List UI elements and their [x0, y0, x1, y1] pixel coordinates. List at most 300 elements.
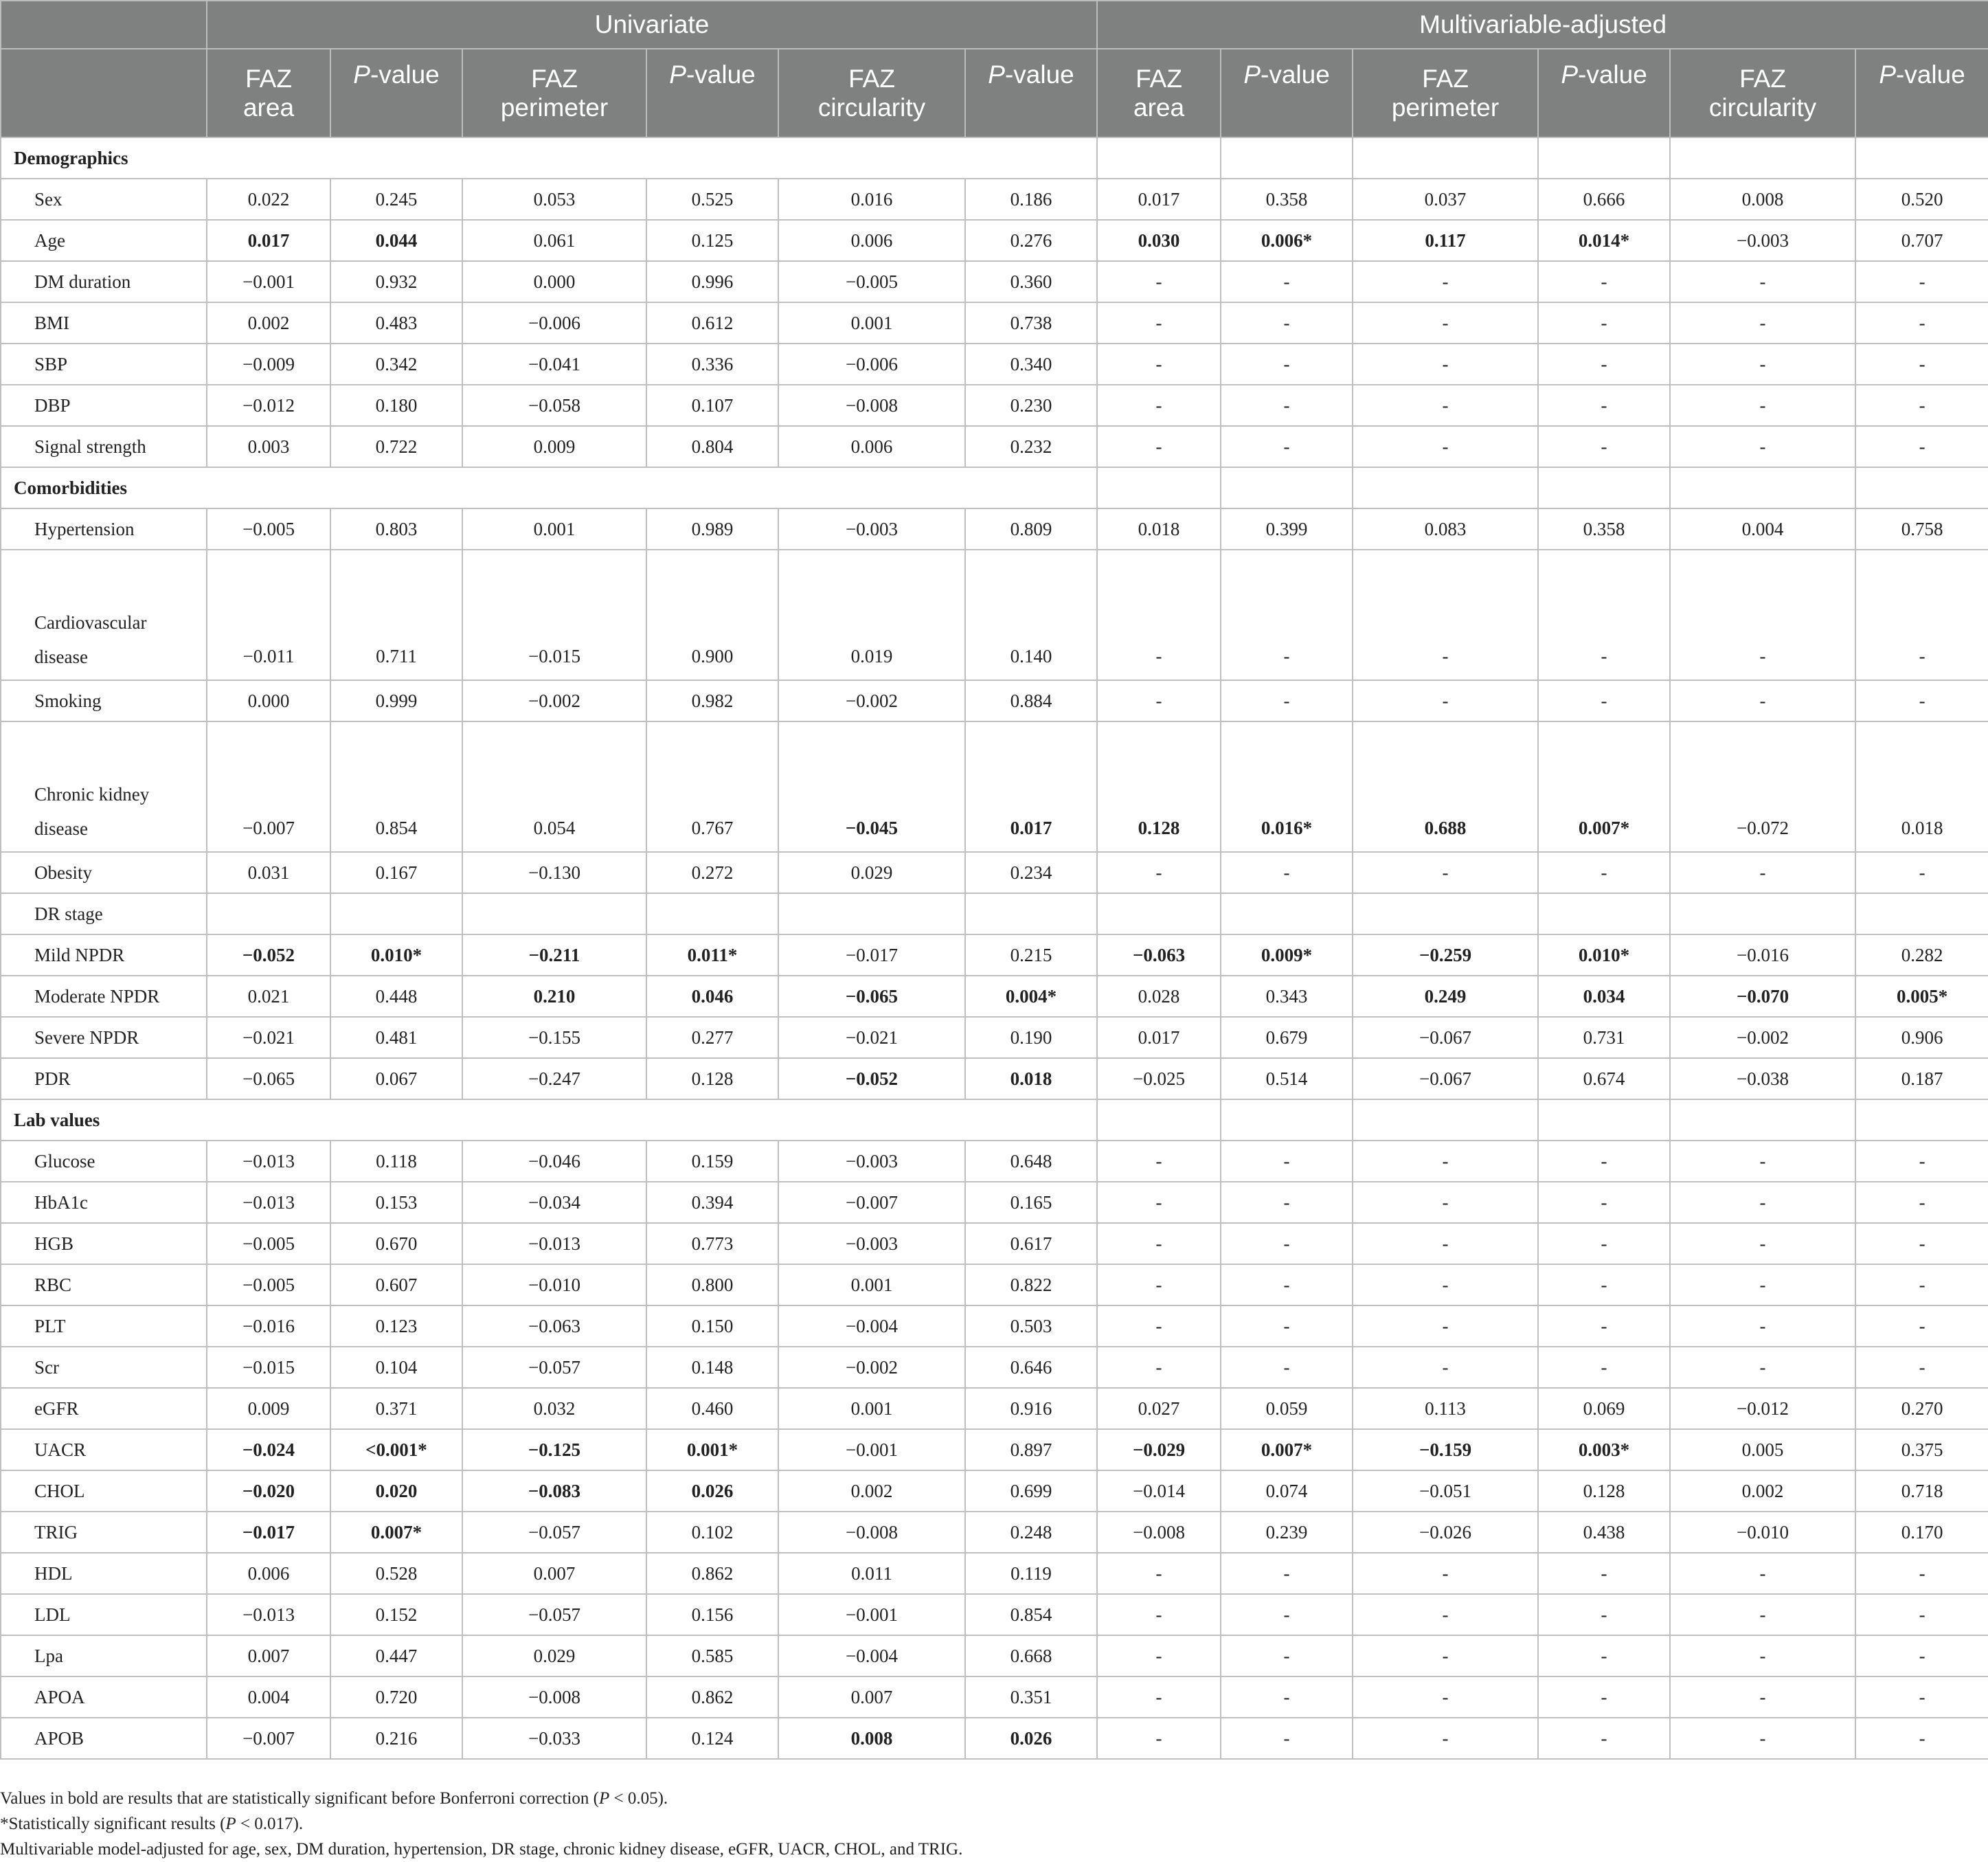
p-value-cell: - [1538, 302, 1670, 344]
table-row [1, 302, 1988, 344]
empty-cell [1670, 137, 1855, 179]
row-label [1, 721, 207, 852]
coefficient-cell: −0.003 [1670, 220, 1855, 261]
p-value-cell: 0.722 [330, 426, 462, 467]
p-value-cell [1221, 893, 1353, 934]
coefficient-cell: - [1353, 1182, 1538, 1223]
table-row [1, 934, 1988, 976]
table-row [1, 1676, 1988, 1718]
p-value-cell: - [1538, 1264, 1670, 1305]
section-row [1, 1099, 1988, 1141]
p-value-cell: 0.167 [330, 852, 462, 893]
coefficient-cell: 0.009 [207, 1388, 330, 1429]
p-value-cell: 0.215 [965, 934, 1097, 976]
p-value-cell [1855, 893, 1988, 934]
coefficient-cell: −0.033 [462, 1718, 646, 1759]
p-value-cell: 0.916 [965, 1388, 1097, 1429]
row-label: Signal strength [1, 426, 207, 467]
coefficient-cell: - [1097, 1553, 1221, 1594]
p-value-cell: - [1538, 1347, 1670, 1388]
p-value-cell [646, 893, 778, 934]
p-value-cell: 0.018 [1855, 721, 1988, 852]
coefficient-cell: −0.006 [778, 344, 965, 385]
coefficient-cell: −0.003 [778, 508, 965, 550]
header-group-row [1, 1, 1988, 49]
table-row [1, 1553, 1988, 1594]
coefficient-cell: −0.021 [207, 1017, 330, 1058]
p-value-cell: 0.026 [965, 1718, 1097, 1759]
coefficient-cell: 0.006 [778, 426, 965, 467]
row-label: SBP [1, 344, 207, 385]
p-value-cell: 0.009* [1221, 934, 1353, 976]
coefficient-cell: 0.004 [207, 1676, 330, 1718]
p-value-cell: 0.707 [1855, 220, 1988, 261]
empty-cell [1097, 467, 1221, 508]
p-value-cell [965, 893, 1097, 934]
p-value-cell: - [1221, 550, 1353, 680]
p-value-cell: - [1855, 1553, 1988, 1594]
coefficient-cell: - [1353, 344, 1538, 385]
empty-cell [1353, 1099, 1538, 1141]
coefficient-cell: 0.000 [207, 680, 330, 721]
coefficient-cell: −0.070 [1670, 976, 1855, 1017]
coefficient-cell: - [1670, 1305, 1855, 1347]
coefficient-cell: 0.249 [1353, 976, 1538, 1017]
p-value-cell: - [1855, 1594, 1988, 1635]
table-row [1, 1017, 1988, 1058]
coefficient-cell: −0.001 [207, 261, 330, 302]
p-value-cell: - [1538, 261, 1670, 302]
row-label-line: Cardiovascular [34, 612, 147, 633]
p-value-cell: - [1221, 1264, 1353, 1305]
p-value-cell: 0.245 [330, 179, 462, 220]
coefficient-cell: 0.019 [778, 550, 965, 680]
coefficient-cell: - [1353, 1264, 1538, 1305]
p-value-cell: 0.646 [965, 1347, 1097, 1388]
section-label: Comorbidities [1, 467, 1097, 508]
p-value-cell: 0.822 [965, 1264, 1097, 1305]
p-value-cell: 0.679 [1221, 1017, 1353, 1058]
coefficient-cell: −0.001 [778, 1594, 965, 1635]
coefficient-cell: 0.001 [462, 508, 646, 550]
p-value-cell: 0.617 [965, 1223, 1097, 1264]
p-value-cell: - [1855, 1347, 1988, 1388]
p-value-cell: 0.067 [330, 1058, 462, 1099]
p-value-cell: - [1221, 1594, 1353, 1635]
p-value-cell: 0.342 [330, 344, 462, 385]
coefficient-cell: - [1353, 1594, 1538, 1635]
header-p-value [646, 49, 778, 137]
p-value-cell: - [1221, 680, 1353, 721]
p-value-cell: - [1855, 344, 1988, 385]
p-value-cell: 0.277 [646, 1017, 778, 1058]
coefficient-cell: −0.003 [778, 1141, 965, 1182]
p-value-cell: 0.150 [646, 1305, 778, 1347]
p-value-cell: - [1221, 1182, 1353, 1223]
coefficient-cell: −0.211 [462, 934, 646, 976]
row-label: UACR [1, 1429, 207, 1470]
p-value-cell: - [1221, 385, 1353, 426]
coefficient-cell: −0.038 [1670, 1058, 1855, 1099]
table-row [1, 426, 1988, 467]
p-value-cell: 0.358 [1221, 179, 1353, 220]
header-faz-metric [207, 49, 330, 137]
coefficient-cell: - [1097, 385, 1221, 426]
p-value-cell: 0.900 [646, 550, 778, 680]
p-value-cell: 0.248 [965, 1512, 1097, 1553]
coefficient-cell: −0.007 [778, 1182, 965, 1223]
p-value-cell: - [1221, 1223, 1353, 1264]
header-line: FAZ [531, 64, 578, 93]
coefficient-cell: 0.128 [1097, 721, 1221, 852]
coefficient-cell: - [1353, 302, 1538, 344]
empty-cell [1670, 1099, 1855, 1141]
coefficient-cell: 0.002 [207, 302, 330, 344]
coefficient-cell: 0.022 [207, 179, 330, 220]
p-value-cell: 0.447 [330, 1635, 462, 1676]
p-value-cell: 0.187 [1855, 1058, 1988, 1099]
p-value-cell: - [1221, 302, 1353, 344]
coefficient-cell: - [1097, 302, 1221, 344]
p-value-cell: 0.232 [965, 426, 1097, 467]
p-value-cell: 0.884 [965, 680, 1097, 721]
coefficient-cell: 0.003 [207, 426, 330, 467]
coefficient-cell: 0.021 [207, 976, 330, 1017]
footnote-text: *Statistically significant results ( [0, 1815, 226, 1833]
p-value-cell: - [1855, 1141, 1988, 1182]
p-value-cell: 0.720 [330, 1676, 462, 1718]
coefficient-cell: 0.006 [778, 220, 965, 261]
p-value-cell: 0.159 [646, 1141, 778, 1182]
coefficient-cell: −0.010 [1670, 1512, 1855, 1553]
header-line: FAZ [1136, 64, 1182, 93]
p-value-cell: 0.128 [646, 1058, 778, 1099]
header-p-value [330, 49, 462, 137]
p-value-cell: 0.011* [646, 934, 778, 976]
p-value-cell: 0.460 [646, 1388, 778, 1429]
row-label: TRIG [1, 1512, 207, 1553]
coefficient-cell: - [1353, 1676, 1538, 1718]
coefficient-cell: 0.011 [778, 1553, 965, 1594]
p-value-cell: - [1855, 1718, 1988, 1759]
coefficient-cell: - [1097, 426, 1221, 467]
p-value-cell: 0.006* [1221, 220, 1353, 261]
coefficient-cell: −0.015 [462, 550, 646, 680]
row-label: DR stage [1, 893, 207, 934]
p-value-cell: - [1855, 1182, 1988, 1223]
table-row [1, 893, 1988, 934]
row-label: Sex [1, 179, 207, 220]
p-value-cell: 0.059 [1221, 1388, 1353, 1429]
empty-cell [1353, 467, 1538, 508]
p-value-cell: 0.711 [330, 550, 462, 680]
coefficient-cell: −0.013 [462, 1223, 646, 1264]
coefficient-cell: - [1670, 1676, 1855, 1718]
p-value-cell: 0.767 [646, 721, 778, 852]
p-value-cell: 0.612 [646, 302, 778, 344]
p-value-cell: 0.996 [646, 261, 778, 302]
row-label: Hypertension [1, 508, 207, 550]
header-line: area [242, 93, 295, 122]
coefficient-cell: −0.003 [778, 1223, 965, 1264]
p-value-cell: 0.007* [1538, 721, 1670, 852]
empty-cell [1353, 137, 1538, 179]
coefficient-cell: −0.067 [1353, 1017, 1538, 1058]
row-label: eGFR [1, 1388, 207, 1429]
p-value-cell: 0.906 [1855, 1017, 1988, 1058]
p-value-cell [330, 893, 462, 934]
header-corner-cell [1, 1, 207, 49]
p-value-cell: 0.674 [1538, 1058, 1670, 1099]
coefficient-cell: - [1097, 550, 1221, 680]
p-value-cell: 0.270 [1855, 1388, 1988, 1429]
table-row [1, 344, 1988, 385]
row-label-line: Chronic kidney [34, 784, 150, 805]
p-value-cell: 0.340 [965, 344, 1097, 385]
p-value-cell: 0.026 [646, 1470, 778, 1512]
p-value-cell: 0.525 [646, 179, 778, 220]
coefficient-cell: −0.057 [462, 1347, 646, 1388]
p-value-cell: - [1221, 1347, 1353, 1388]
coefficient-cell: −0.017 [207, 1512, 330, 1553]
empty-cell [1538, 137, 1670, 179]
p-value-cell: - [1221, 344, 1353, 385]
p-value-cell: 0.004* [965, 976, 1097, 1017]
p-value-cell: 0.046 [646, 976, 778, 1017]
row-label: DM duration [1, 261, 207, 302]
table-row [1, 550, 1988, 680]
table-row [1, 385, 1988, 426]
header-line: FAZ [848, 64, 895, 93]
coefficient-cell: −0.052 [778, 1058, 965, 1099]
p-value-cell: 0.718 [1855, 1470, 1988, 1512]
coefficient-cell: 0.031 [207, 852, 330, 893]
p-value-cell: 0.360 [965, 261, 1097, 302]
footnote-text: Values in bold are results that are statistically significant before Bonferroni correction ( [0, 1789, 599, 1808]
header-line: FAZ [245, 64, 292, 93]
coefficient-cell: 0.008 [778, 1718, 965, 1759]
coefficient-cell: −0.034 [462, 1182, 646, 1223]
p-value-cell: 0.520 [1855, 179, 1988, 220]
header-p-suffix: -value [686, 60, 756, 89]
coefficient-cell: - [1670, 1347, 1855, 1388]
coefficient-cell [1097, 893, 1221, 934]
coefficient-cell: - [1670, 1594, 1855, 1635]
empty-cell [1855, 137, 1988, 179]
header-p-italic: P [988, 60, 1005, 89]
p-value-cell: 0.503 [965, 1305, 1097, 1347]
coefficient-cell: 0.016 [778, 179, 965, 220]
coefficient-cell: - [1353, 1305, 1538, 1347]
p-value-cell: 0.897 [965, 1429, 1097, 1470]
table-row [1, 1182, 1988, 1223]
p-value-cell: - [1538, 385, 1670, 426]
row-label: APOA [1, 1676, 207, 1718]
coefficient-cell: −0.021 [778, 1017, 965, 1058]
coefficient-cell: −0.072 [1670, 721, 1855, 852]
p-value-cell: 0.069 [1538, 1388, 1670, 1429]
coefficient-cell: 0.029 [778, 852, 965, 893]
p-value-cell: 0.124 [646, 1718, 778, 1759]
coefficient-cell: −0.008 [778, 385, 965, 426]
coefficient-cell: 0.688 [1353, 721, 1538, 852]
coefficient-cell: 0.000 [462, 261, 646, 302]
coefficient-cell: −0.013 [207, 1182, 330, 1223]
row-label: CHOL [1, 1470, 207, 1512]
coefficient-cell: −0.063 [1097, 934, 1221, 976]
p-value-cell: 0.186 [965, 179, 1097, 220]
p-value-cell: - [1855, 302, 1988, 344]
p-value-cell: 0.514 [1221, 1058, 1353, 1099]
coefficient-cell: −0.046 [462, 1141, 646, 1182]
coefficient-cell: - [1670, 302, 1855, 344]
table-header [1, 1, 1988, 137]
row-label: Glucose [1, 1141, 207, 1182]
table-row [1, 1141, 1988, 1182]
coefficient-cell: 0.017 [1097, 1017, 1221, 1058]
coefficient-cell: - [1353, 1553, 1538, 1594]
row-label: PLT [1, 1305, 207, 1347]
p-value-cell: 0.125 [646, 220, 778, 261]
p-value-cell: - [1538, 550, 1670, 680]
p-value-cell: 0.282 [1855, 934, 1988, 976]
header-line: circularity [817, 93, 926, 122]
coefficient-cell: −0.259 [1353, 934, 1538, 976]
coefficient-cell: - [1670, 1718, 1855, 1759]
coefficient-cell: −0.029 [1097, 1429, 1221, 1470]
p-value-cell: 0.014* [1538, 220, 1670, 261]
coefficient-cell: −0.130 [462, 852, 646, 893]
header-line: FAZ [1422, 64, 1469, 93]
coefficient-cell: 0.001 [778, 302, 965, 344]
p-value-cell: 0.483 [330, 302, 462, 344]
p-value-cell: - [1855, 680, 1988, 721]
table-row [1, 1347, 1988, 1388]
coefficient-cell: −0.016 [207, 1305, 330, 1347]
p-value-cell: - [1538, 1141, 1670, 1182]
coefficient-cell: - [1097, 1223, 1221, 1264]
coefficient-cell: 0.008 [1670, 179, 1855, 220]
p-value-cell: 0.119 [965, 1553, 1097, 1594]
p-value-cell: 0.800 [646, 1264, 778, 1305]
coefficient-cell: −0.155 [462, 1017, 646, 1058]
row-label: Obesity [1, 852, 207, 893]
p-value-cell: 0.666 [1538, 179, 1670, 220]
coefficient-cell: 0.018 [1097, 508, 1221, 550]
p-value-cell: - [1538, 1182, 1670, 1223]
coefficient-cell: −0.005 [207, 1264, 330, 1305]
coefficient-cell: - [1353, 550, 1538, 680]
header-p-value [1221, 49, 1353, 137]
coefficient-cell: −0.005 [207, 1223, 330, 1264]
p-value-cell: 0.668 [965, 1635, 1097, 1676]
coefficient-cell [1353, 893, 1538, 934]
section-label: Demographics [1, 137, 1097, 179]
p-value-cell: - [1855, 852, 1988, 893]
empty-cell [1221, 467, 1353, 508]
coefficient-cell: - [1670, 344, 1855, 385]
coefficient-cell: −0.058 [462, 385, 646, 426]
p-value-cell: 0.272 [646, 852, 778, 893]
p-value-cell: 0.343 [1221, 976, 1353, 1017]
coefficient-cell: −0.013 [207, 1141, 330, 1182]
coefficient-cell [1670, 893, 1855, 934]
p-value-cell: 0.044 [330, 220, 462, 261]
coefficient-cell: - [1353, 385, 1538, 426]
coefficient-cell: −0.007 [207, 1718, 330, 1759]
p-value-cell: 0.001* [646, 1429, 778, 1470]
coefficient-cell [462, 893, 646, 934]
row-label: PDR [1, 1058, 207, 1099]
coefficient-cell: −0.002 [778, 680, 965, 721]
p-value-cell: 0.351 [965, 1676, 1097, 1718]
coefficient-cell: −0.007 [207, 721, 330, 852]
coefficient-cell: −0.008 [778, 1512, 965, 1553]
coefficient-cell: −0.013 [207, 1594, 330, 1635]
header-faz-metric [778, 49, 965, 137]
footnote [0, 1786, 1988, 1811]
p-value-cell: 0.017 [965, 721, 1097, 852]
header-p-suffix: -value [1578, 60, 1647, 89]
coefficient-cell: - [1353, 1347, 1538, 1388]
coefficient-cell: 0.007 [778, 1676, 965, 1718]
p-value-cell: - [1221, 1141, 1353, 1182]
p-value-cell: 0.773 [646, 1223, 778, 1264]
p-value-cell: 0.123 [330, 1305, 462, 1347]
row-label-line: disease [34, 818, 88, 839]
p-value-cell: - [1221, 1676, 1353, 1718]
p-value-cell: - [1855, 1264, 1988, 1305]
p-value-cell: 0.803 [330, 508, 462, 550]
empty-cell [1538, 467, 1670, 508]
p-value-cell: - [1538, 344, 1670, 385]
row-label-line: disease [34, 647, 88, 667]
coefficient-cell: - [1097, 1718, 1221, 1759]
p-value-cell: - [1221, 852, 1353, 893]
coefficient-cell: −0.004 [778, 1305, 965, 1347]
table-row [1, 1388, 1988, 1429]
coefficient-cell: - [1670, 1182, 1855, 1223]
coefficient-cell: - [1097, 1305, 1221, 1347]
coefficient-cell: - [1097, 1676, 1221, 1718]
p-value-cell: 0.153 [330, 1182, 462, 1223]
coefficient-cell: - [1353, 1141, 1538, 1182]
coefficient-cell: 0.028 [1097, 976, 1221, 1017]
row-label: HDL [1, 1553, 207, 1594]
coefficient-cell: - [1670, 1553, 1855, 1594]
coefficient-cell: - [1353, 852, 1538, 893]
header-group-multivariable: Multivariable-adjusted [1097, 1, 1988, 49]
coefficient-cell: −0.009 [207, 344, 330, 385]
coefficient-cell: 0.007 [462, 1553, 646, 1594]
p-value-cell: - [1855, 385, 1988, 426]
p-value-cell: 0.165 [965, 1182, 1097, 1223]
p-value-cell: 0.034 [1538, 976, 1670, 1017]
header-line: circularity [1708, 93, 1817, 122]
p-value-cell: 0.152 [330, 1594, 462, 1635]
coefficient-cell: 0.083 [1353, 508, 1538, 550]
p-value-cell: 0.989 [646, 508, 778, 550]
row-label: Moderate NPDR [1, 976, 207, 1017]
p-value-cell: 0.003* [1538, 1429, 1670, 1470]
table-row [1, 1470, 1988, 1512]
footnote-text: Multivariable model-adjusted for age, sex, DM duration, hypertension, DR stage, chronic kidney disease, eGFR, UACR, CHOL, and TRIG. [0, 1840, 963, 1859]
coefficient-cell [778, 893, 965, 934]
coefficient-cell: - [1670, 1264, 1855, 1305]
p-value-cell: 0.010* [330, 934, 462, 976]
section-label: Lab values [1, 1099, 1097, 1141]
p-value-cell: 0.148 [646, 1347, 778, 1388]
